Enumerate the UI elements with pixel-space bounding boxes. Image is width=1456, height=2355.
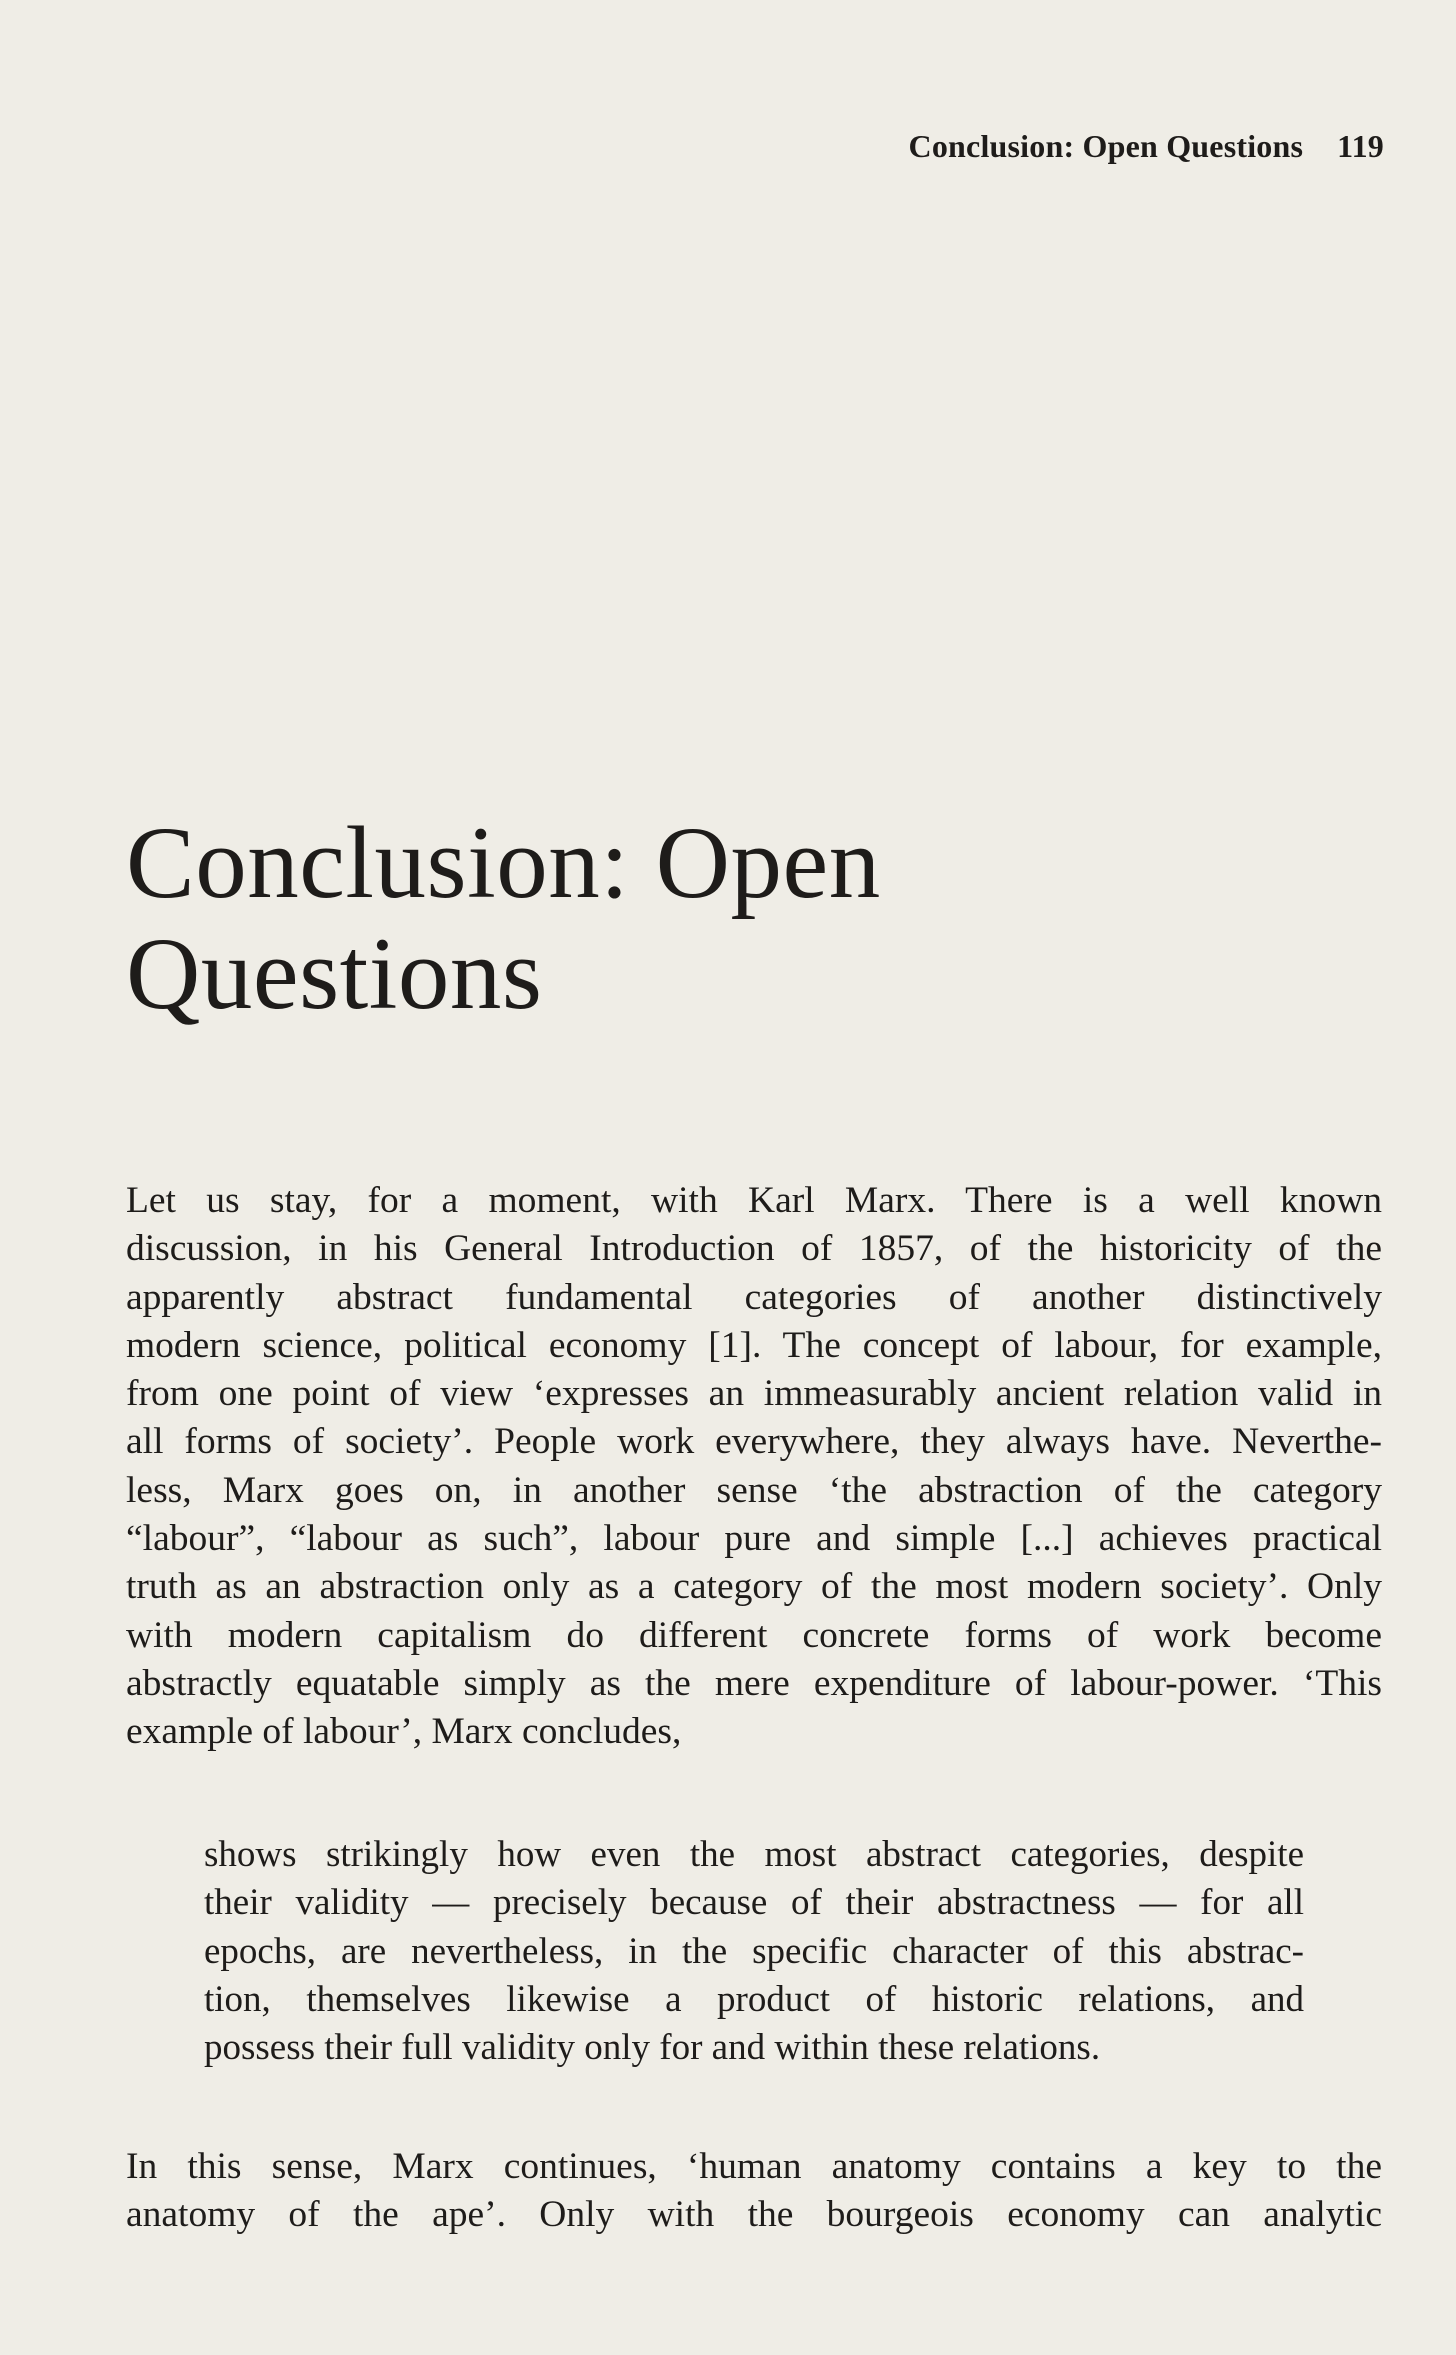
text-line: “labour”, “labour as such”, labour pure and simple [...] achieves practical — [126, 1518, 1382, 1560]
chapter-title-line: Conclusion: Open — [126, 806, 881, 920]
text-line: modern science, political economy [1]. The concept of labour, for example, — [126, 1324, 1382, 1366]
text-line: abstractly equatable simply as the mere expenditure of labour-power. ‘This — [126, 1662, 1382, 1704]
chapter-title-line: Questions — [126, 917, 543, 1031]
running-head — [0, 128, 1384, 165]
text-line: example of labour’, Marx concludes, — [126, 1711, 682, 1753]
text-line: Let us stay, for a moment, with Karl Marx. There is a well known — [126, 1180, 1382, 1221]
body-paragraph — [126, 1177, 1382, 1757]
page-number: 119 — [1337, 128, 1384, 164]
text-line: less, Marx goes on, in another sense ‘the abstraction of the category — [126, 1469, 1382, 1511]
text-line: discussion, in his General Introduction of 1857, of the historicity of the — [126, 1228, 1382, 1270]
text-line: In this sense, Marx continues, ‘human anatomy contains a key to the — [126, 2146, 1382, 2187]
quote-line: epochs, are nevertheless, in the specific character of this abstrac- — [204, 1930, 1304, 1972]
quote-line: tion, themselves likewise a product of historic relations, and — [204, 1978, 1304, 2020]
quote-line: shows strikingly how even the most abstract categories, despite — [204, 1834, 1304, 1875]
running-head-title: Conclusion: Open Questions — [908, 128, 1304, 164]
quote-line: possess their full validity only for and within these relations. — [204, 2027, 1101, 2069]
chapter-title — [126, 808, 1226, 1030]
text-line: truth as an abstraction only as a category of the most modern society’. Only — [126, 1566, 1382, 1608]
text-line: apparently abstract fundamental categories of another distinctively — [126, 1276, 1382, 1318]
text-line: all forms of society’. People work everywhere, they always have. Neverthe- — [126, 1421, 1382, 1463]
text-line: with modern capitalism do different concrete forms of work become — [126, 1614, 1382, 1656]
text-line: anatomy of the ape’. Only with the bourgeois economy can analytic — [126, 2194, 1382, 2236]
text-line: from one point of view ‘expresses an immeasurably ancient relation valid in — [126, 1373, 1382, 1415]
quote-line: their validity — precisely because of their abstractness — for all — [204, 1882, 1304, 1924]
block-quotation — [204, 1831, 1304, 2072]
body-paragraph — [126, 2143, 1382, 2240]
